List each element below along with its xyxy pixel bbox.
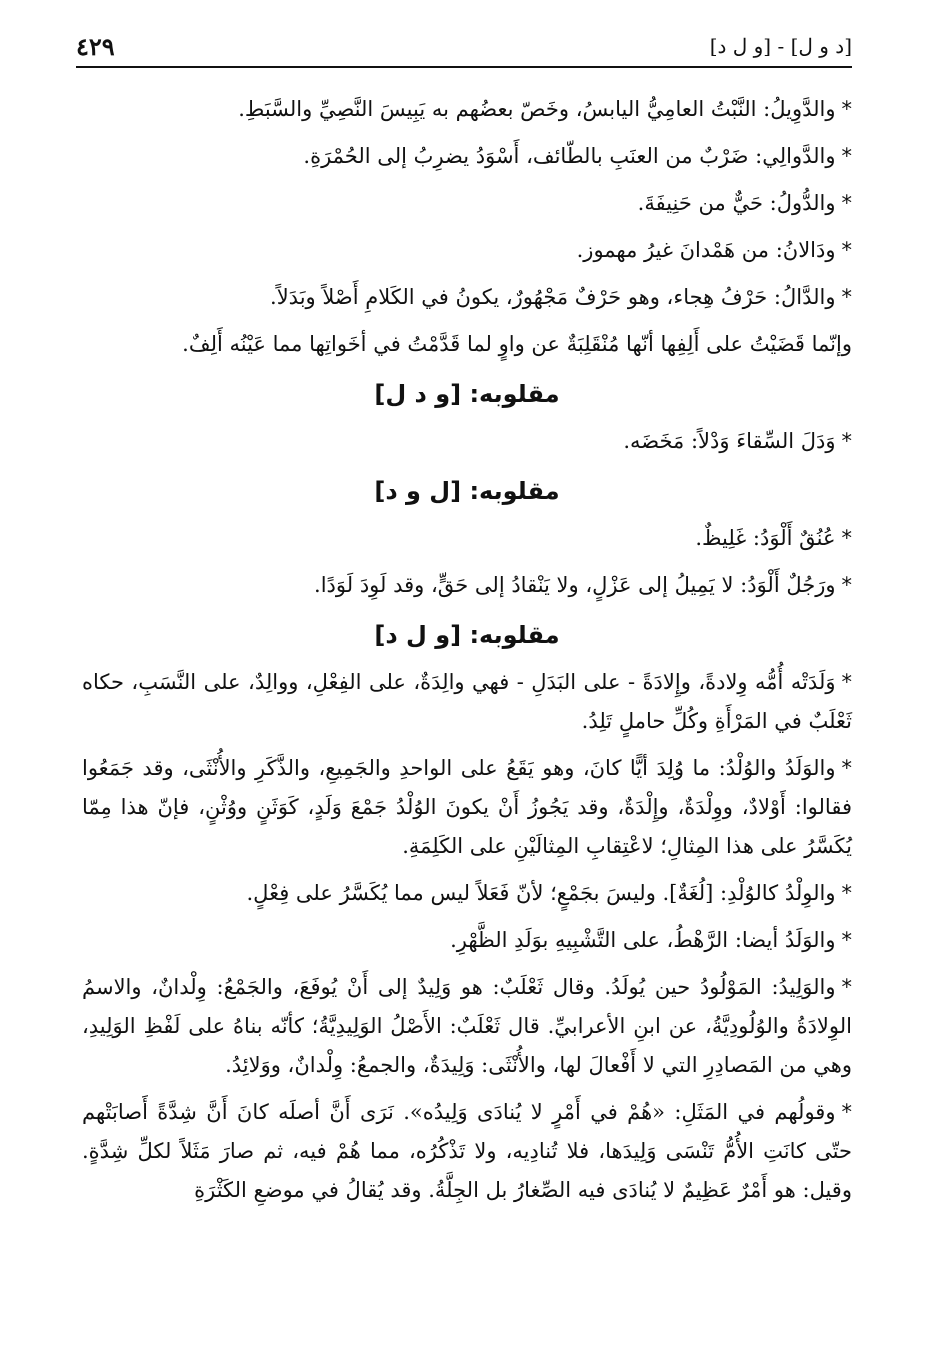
entry-text: والوَلِيدُ: المَوْلُودُ حين يُولَدُ. وقال ثَعْلَبٌ: هو وَلِيدٌ إلى أَنْ يُوفَعَ، والجَمْعُ: وِلْدانٌ، والاسمُ الوِلادَةُ والوُلُودِيَّةُ، عن ابنِ الأعرابيِّ. قال ثَعْلَبٌ: الأَصْلُ الوَلِيدِيَّةُ؛ كأنّه بناهُ على لَفْظِ الوَلِيدِ، وهي من المَصادِرِ التي لا أَفْعالَ لها، والأُنْثَى: وَلِيدَةٌ، والجمعُ: وِلْدانٌ، ووَلائِدُ.	[82, 975, 852, 1077]
entry-marker: *	[841, 238, 852, 262]
entry-text: والوِلْدُ كالوُلْدِ: [لُغَةٌ]. وليسَ بجَمْعٍ؛ لأنّ فَعَلاً ليس مما يُكَسَّرُ على فِعْلٍ.	[246, 881, 836, 905]
entry-text: والدُّولُ: حَيٌّ من حَنِيفَةَ.	[637, 191, 836, 215]
entry-paragraph	[82, 566, 852, 605]
entry-paragraph	[82, 749, 852, 866]
entry-text: وإنّما قَضَيْتُ على أَلِفِها أنّها مُنْقَلِبَةٌ عن واوٍ لما قَدَّمْتُ في أخَواتِها مما عَيْنُه أَلِفٌ.	[182, 332, 852, 356]
entry-paragraph	[82, 968, 852, 1085]
section-heading: مقلوبه: [و د ل]	[374, 380, 560, 408]
entry-paragraph	[82, 519, 852, 558]
entry-text: وَدَلَ السِّقاءَ وَدْلاً: مَخَضَه.	[623, 429, 836, 453]
entry-text: وقولُهم في المَثَلِ: «هُمْ في أَمْرٍ لا يُنادَى وَلِيدُه». نَرَى أَنَّ أصلَه كانَ أَنَّ شِدَّةً أَصابَتْهم حتّى كانَتِ الأُمُّ تَنْسَى وَلِيدَها، فلا تُنادِيه، ولا تَذْكُرُه، مما هُمْ فيه، ثم صارَ مَثَلاً لكلِّ شِدَّةٍ. وقيل: هو أَمْرٌ عَظِيمٌ لا يُنادَى فيه الصِّغارُ بل الجِلَّةُ. وقد يُقالُ في موضعِ الكَثْرَةِ	[82, 1100, 852, 1202]
entry-paragraph	[82, 231, 852, 270]
entry-marker: *	[841, 928, 852, 952]
entry-marker: *	[841, 756, 852, 780]
entry-text: ورَجُلٌ أَلْوَدُ: لا يَمِيلُ إلى عَزْلٍ، ولا يَنْقادُ إلى حَقٍّ، وقد لَوِدَ لَوَدًا.	[314, 573, 836, 597]
entry-paragraph	[82, 422, 852, 461]
entry-paragraph	[82, 137, 852, 176]
header-rule	[76, 66, 852, 68]
entry-paragraph	[82, 1093, 852, 1210]
entry-text: وَلَدَتْه أُمُّه وِلادةً، وإِلادَةً - على البَدَلِ - فهي والِدَةٌ، على الفِعْلِ، ووالِدٌ، على النَّسَبِ، حكاه ثَعْلَبٌ في المَرْأَةِ وكُلِّ حاملٍ تَلِدُ.	[82, 670, 852, 733]
entry-marker: *	[841, 144, 852, 168]
entry-text: والوَلَدُ أيضا: الرَّهْطُ، على التَّشْبِيهِ بوَلَدِ الظَّهْرِ.	[450, 928, 836, 952]
entry-marker: *	[841, 429, 852, 453]
page-number: ٤٢٩	[76, 32, 115, 61]
entry-marker: *	[841, 97, 852, 121]
section-heading: مقلوبه: [و ل د]	[374, 621, 560, 649]
running-head: [د و ل] - [و ل د]	[709, 34, 852, 58]
entry-marker: *	[841, 1100, 852, 1124]
entry-paragraph	[82, 278, 852, 317]
entry-marker: *	[841, 670, 852, 694]
entry-marker: *	[841, 191, 852, 215]
entry-text: ودَالانُ: من هَمْدانَ غيرُ مهموز.	[576, 238, 836, 262]
entry-marker: *	[841, 573, 852, 597]
entry-text: والدَّالُ: حَرْفُ هِجاء، وهو حَرْفٌ مَجْهُورٌ، يكونُ في الكَلامِ أَصْلاً وبَدَلاً.	[270, 285, 836, 309]
entry-paragraph	[82, 325, 852, 364]
entry-paragraph	[82, 663, 852, 741]
section-heading: مقلوبه: [ل و د]	[374, 477, 560, 505]
page-body	[82, 90, 852, 1218]
entry-text: والدَّوالِي: ضَرْبٌ من العنَبِ بالطّائف، أَسْوَدُ يضرِبُ إلى الحُمْرَةِ.	[303, 144, 836, 168]
entry-marker: *	[841, 526, 852, 550]
entry-paragraph	[82, 184, 852, 223]
entry-marker: *	[841, 285, 852, 309]
entry-paragraph	[82, 90, 852, 129]
entry-marker: *	[841, 975, 852, 999]
page-header	[76, 30, 852, 64]
entry-paragraph	[82, 921, 852, 960]
entry-text: والدَّوِيلُ: النَّبْتُ العامِيُّ اليابسُ، وخَصّ بعضُهم به يَبِيسَ النَّصِيِّ والسَّبَطِ.	[238, 97, 836, 121]
entry-text: عُنُقٌ أَلْوَدُ: غَلِيظٌ.	[695, 526, 836, 550]
entry-text: والوَلَدُ والوُلْدُ: ما وُلِدَ أيًّا كانَ، وهو يَقَعُ على الواحدِ والجَمِيعِ، والذَّكَرِ والأُنْثَى، وقد جَمَعُوا فقالوا: أَوْلادٌ، ووِلْدَةٌ، وإِلْدَةٌ، وقد يَجُوزُ أَنْ يكونَ الوُلْدُ جَمْعَ وَلَدٍ، كَوَثَنٍ ووُثْنٍ، فإنّ هذا مِمّا يُكَسَّرُ على هذا المِثالِ؛ لاعْتِقابِ المِثالَيْنِ على الكَلِمَةِ.	[82, 756, 852, 858]
entry-marker: *	[841, 881, 852, 905]
entry-paragraph	[82, 874, 852, 913]
